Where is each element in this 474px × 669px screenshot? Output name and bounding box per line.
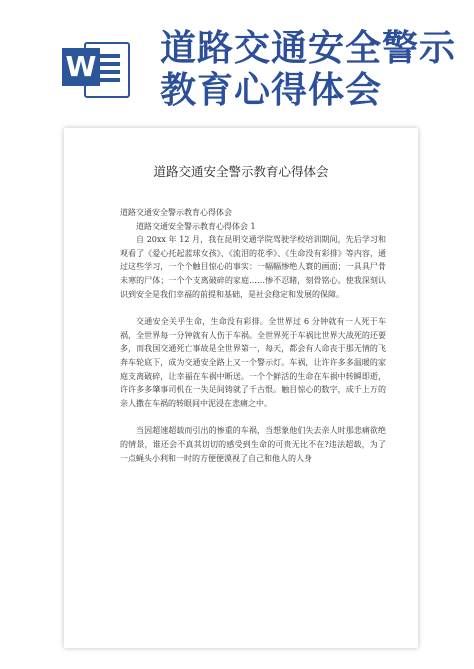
header-banner bbox=[0, 0, 474, 112]
banner-title-line-1: 道路交通安全警示 bbox=[160, 28, 457, 69]
word-document-icon bbox=[62, 38, 130, 98]
paragraph: 自 20xx 年 12 月，我在昆明交通学院驾驶学校培训期间，先后学习和观看了《爱心托起蓝球女孩》、《流泪的花季》、《生命没有彩排》等内容，通过这些学习，一个个触目惊心的事实：一幅幅惨绝人寰的画面；一具具尸骨未寒的尸体；一个个支离破碎的家庭……惨不忍睹，刻骨铭心。使我深刻认识到安全是我们幸福的前提和基础，是社会稳定和发展的保障。 bbox=[120, 235, 386, 299]
document-page bbox=[64, 128, 418, 648]
banner-title-line-2: 教育心得体会 bbox=[160, 70, 383, 111]
paragraph: 当因超速超载而引出的惨重的车祸，当想象他们失去亲人时那悲痛欲绝的情景，谁还会不真其切切的感受到生命的可贵无比不在?违法超载，为了一点蝇头小利和一时的方便便漠视了自己和他人的人身 bbox=[120, 426, 386, 463]
document-title: 道路交通安全警示教育心得体会 bbox=[153, 164, 329, 179]
paragraph-subheading: 道路交通安全警示教育心得体会 1 bbox=[136, 221, 256, 231]
paragraph: 交通安全关乎生命，生命没有彩排。全世界过 6 分钟就有一人死于车祸，全世界每一分钟就有人伤于车祸。全世界死于车祸比世界大战死的还要多，而我国交通死亡事故是全世界第一，每天，都会有人命丧于那无情的飞奔车轮底下，成为交通安全路上又一个警示灯。车祸，让许许多多温暖的家庭支离破碎，让幸福在车祸中断送。一个个鲜活的生命在车祸中转瞬即逝，许许多多肇事司机在一失足间铸就了千古恨。触目惊心的数字，成千上万的亲人撒在车祸的转眼间中泥浸在悲痛之中。 bbox=[120, 317, 386, 408]
paragraph-heading: 道路交通安全警示教育心得体会 bbox=[120, 208, 232, 217]
word-logo-letter: W bbox=[62, 48, 100, 86]
document-body bbox=[120, 206, 386, 465]
banner-title bbox=[160, 28, 460, 112]
